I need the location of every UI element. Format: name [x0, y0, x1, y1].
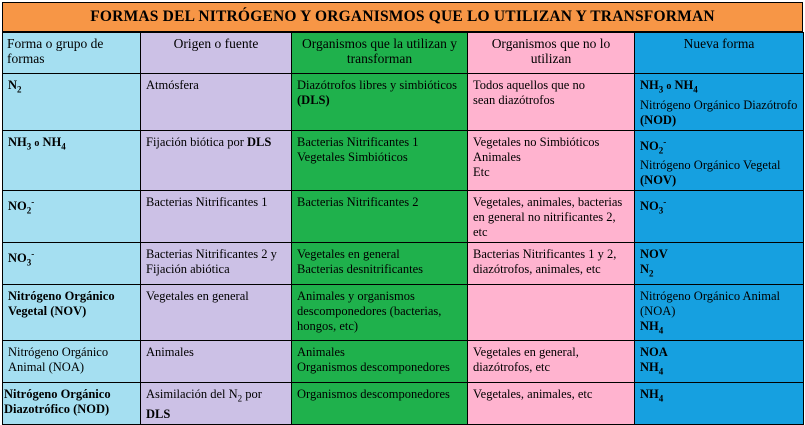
cell-nueva: $NH_4$ [635, 383, 804, 425]
table-row [3, 130, 804, 191]
cell-utilizan: Diazótrofos libres y simbióticos (DLS) [292, 74, 468, 131]
table-row [3, 243, 804, 285]
formula-n2: $N_2$ [8, 78, 22, 95]
table-row [3, 74, 804, 131]
header-row [3, 33, 804, 74]
cell-forma: Nitrógeno Orgánico Animal (NOA) [3, 341, 141, 383]
header-origen: Origen o fuente [141, 33, 292, 74]
cell-origen: Animales [141, 341, 292, 383]
cell-nueva: NOV $N_2$ [635, 243, 804, 285]
table-row [3, 284, 804, 341]
table-title: FORMAS DEL NITRÓGENO Y ORGANISMOS QUE LO UTILIZAN Y TRANSFORMAN [2, 2, 803, 32]
header-no-utilizan: Organismos que no lo utilizan [468, 33, 635, 74]
nitrogen-table [2, 32, 804, 425]
cell-origen: Fijación biótica por DLS [141, 130, 292, 191]
cell-no-utilizan [468, 284, 635, 341]
table-row [3, 341, 804, 383]
cell-utilizan: Bacterias Nitrificantes 1 Vegetales Simbióticos [292, 130, 468, 191]
cell-forma: Nitrógeno Orgánico Vegetal (NOV) [3, 284, 141, 341]
cell-utilizan: Organismos descomponedores [292, 383, 468, 425]
cell-nueva: NOA $NH_4$ [635, 341, 804, 383]
cell-forma: $NH_3$ o $NH_4$ [3, 130, 141, 191]
cell-origen: Atmósfera [141, 74, 292, 131]
cell-utilizan: Vegetales en general Bacterias desnitrificantes [292, 243, 468, 285]
cell-utilizan: Animales y organismos descomponedores (bacterias, hongos, etc) [292, 284, 468, 341]
cell-forma: $NO_2^-$ [3, 191, 141, 243]
cell-nueva: Nitrógeno Orgánico Animal (NOA) $NH_4$ [635, 284, 804, 341]
header-forma: Forma o grupo de formas [3, 33, 141, 74]
cell-forma: Nitrógeno Orgánico Diazotrófico (NOD) [3, 383, 141, 425]
cell-utilizan: Animales Organismos descomponedores [292, 341, 468, 383]
cell-origen: Asimilación del $N_2$ por DLS [141, 383, 292, 425]
table-row [3, 383, 804, 425]
cell-no-utilizan: Todos aquellos que no sean diazótrofos [468, 74, 635, 131]
cell-nueva: $NH_3$ o $NH_4$ Nitrógeno Orgánico Diazótrofo (NOD) [635, 74, 804, 131]
cell-origen: Bacterias Nitrificantes 2 y Fijación abiótica [141, 243, 292, 285]
cell-forma: $NO_3^-$ [3, 243, 141, 285]
cell-nueva: $NO_3^-$ [635, 191, 804, 243]
cell-utilizan: Bacterias Nitrificantes 2 [292, 191, 468, 243]
cell-no-utilizan: Vegetales, animales, etc [468, 383, 635, 425]
cell-no-utilizan: Vegetales no Simbióticos Animales Etc [468, 130, 635, 191]
cell-no-utilizan: Bacterias Nitrificantes 1 y 2, diazótrofos, animales, etc [468, 243, 635, 285]
cell-origen: Vegetales en general [141, 284, 292, 341]
cell-no-utilizan: Vegetales, animales, bacterias en general no nitrificantes 2, etc [468, 191, 635, 243]
header-utilizan: Organismos que la utilizan y transforman [292, 33, 468, 74]
cell-nueva: $NO_2^-$ Nitrógeno Orgánico Vegetal (NOV) [635, 130, 804, 191]
cell-origen: Bacterias Nitrificantes 1 [141, 191, 292, 243]
cell-forma [3, 74, 141, 131]
cell-no-utilizan: Vegetales en general, diazótrofos, etc [468, 341, 635, 383]
table-row [3, 191, 804, 243]
header-nueva-forma: Nueva forma [635, 33, 804, 74]
